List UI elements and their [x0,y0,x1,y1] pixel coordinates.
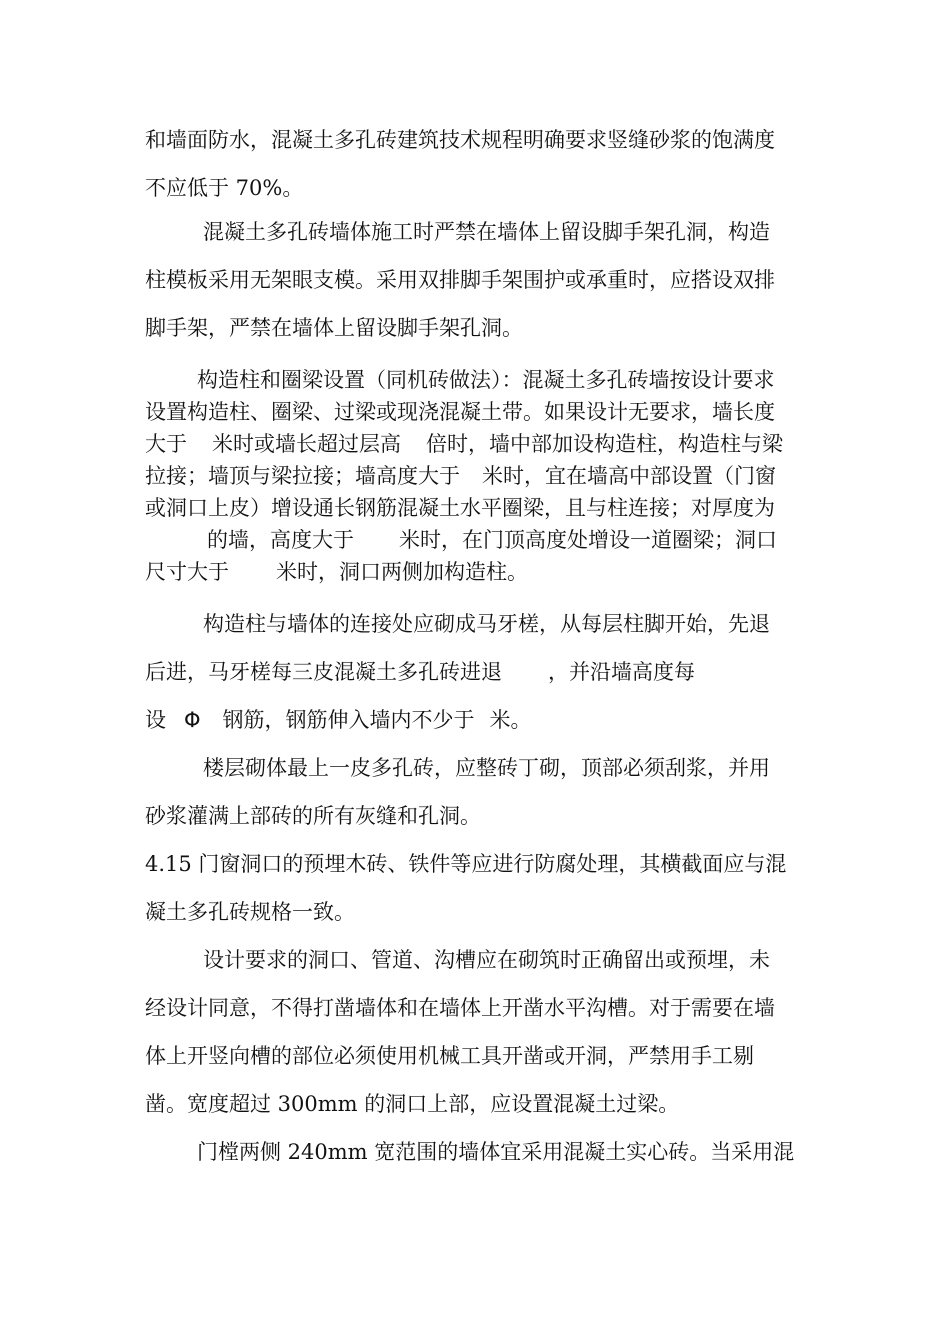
text-line [145,462,810,490]
text-segment: 米时，在门顶高度处增设一道圈梁；洞口 [399,528,777,552]
text-line: 或洞口上皮）增设通长钢筋混凝土水平圈梁，且与柱连接；对厚度为 [145,496,775,520]
text-line: 和墙面防水，混凝土多孔砖建筑技术规程明确要求竖缝砂浆的饱满度 [145,128,775,152]
text-line: 柱模板采用无架眼支模。采用双排脚手架围护或承重时，应搭设双排 [145,268,775,292]
text-line: 体上开竖向槽的部位必须使用机械工具开凿或开洞，严禁用手工剔 [145,1044,754,1068]
text-line: 门樘两侧 240mm 宽范围的墙体宜采用混凝土实心砖。当采用混 [197,1140,795,1164]
text-line [145,526,810,554]
text-segment: ，并沿墙高度每 [548,660,695,684]
text-line: 不应低于 70%。 [145,176,304,200]
text-line [145,558,810,586]
text-line [145,430,810,458]
text-segment: 的墙，高度大于 [207,528,354,552]
text-line: 设置构造柱、圈梁、过梁或现浇混凝土带。如果设计无要求，墙长度 [145,400,775,424]
text-line: 构造柱与墙体的连接处应砌成马牙槎，从每层柱脚开始，先退 [203,612,770,636]
text-segment: 米时或墙长超过层高 [212,432,401,456]
text-line: 设计要求的洞口、管道、沟槽应在砌筑时正确留出或预埋，未 [203,948,770,972]
text-segment: 尺寸大于 [145,560,229,584]
text-line: 凿。宽度超过 300mm 的洞口上部，应设置混凝土过梁。 [145,1092,680,1116]
text-segment: 设 [145,708,166,732]
text-segment: 后进，马牙槎每三皮混凝土多孔砖进退 [145,660,502,684]
phi-symbol: Φ [184,708,201,732]
text-segment: 米。 [489,708,532,732]
text-line: 经设计同意，不得打凿墙体和在墙体上开凿水平沟槽。对于需要在墙 [145,996,775,1020]
text-line: 构造柱和圈梁设置（同机砖做法）：混凝土多孔砖墙按设计要求 [197,368,775,392]
text-line: 混凝土多孔砖墙体施工时严禁在墙体上留设脚手架孔洞，构造 [203,220,770,244]
text-segment: 钢筋，钢筋伸入墙内不少于 [222,708,475,732]
text-line: 楼层砌体最上一皮多孔砖，应整砖丁砌，顶部必须刮浆，并用 [203,756,770,780]
text-segment: 倍时，墙中部加设构造柱，构造柱与梁 [426,432,783,456]
text-segment: 米时，宜在墙高中部设置（门窗 [482,464,776,488]
text-line: 脚手架，严禁在墙体上留设脚手架孔洞。 [145,316,523,340]
text-line [145,706,810,734]
text-line: 凝土多孔砖规格一致。 [145,900,355,924]
text-segment: 米时，洞口两侧加构造柱。 [276,560,528,584]
text-segment: 拉接；墙顶与梁拉接；墙高度大于 [145,464,460,488]
text-line: 4.15 门窗洞口的预埋木砖、铁件等应进行防腐处理，其横截面应与混 [145,852,787,876]
text-line [145,658,810,686]
text-segment: 大于 [145,432,187,456]
text-line: 砂浆灌满上部砖的所有灰缝和孔洞。 [145,804,481,828]
